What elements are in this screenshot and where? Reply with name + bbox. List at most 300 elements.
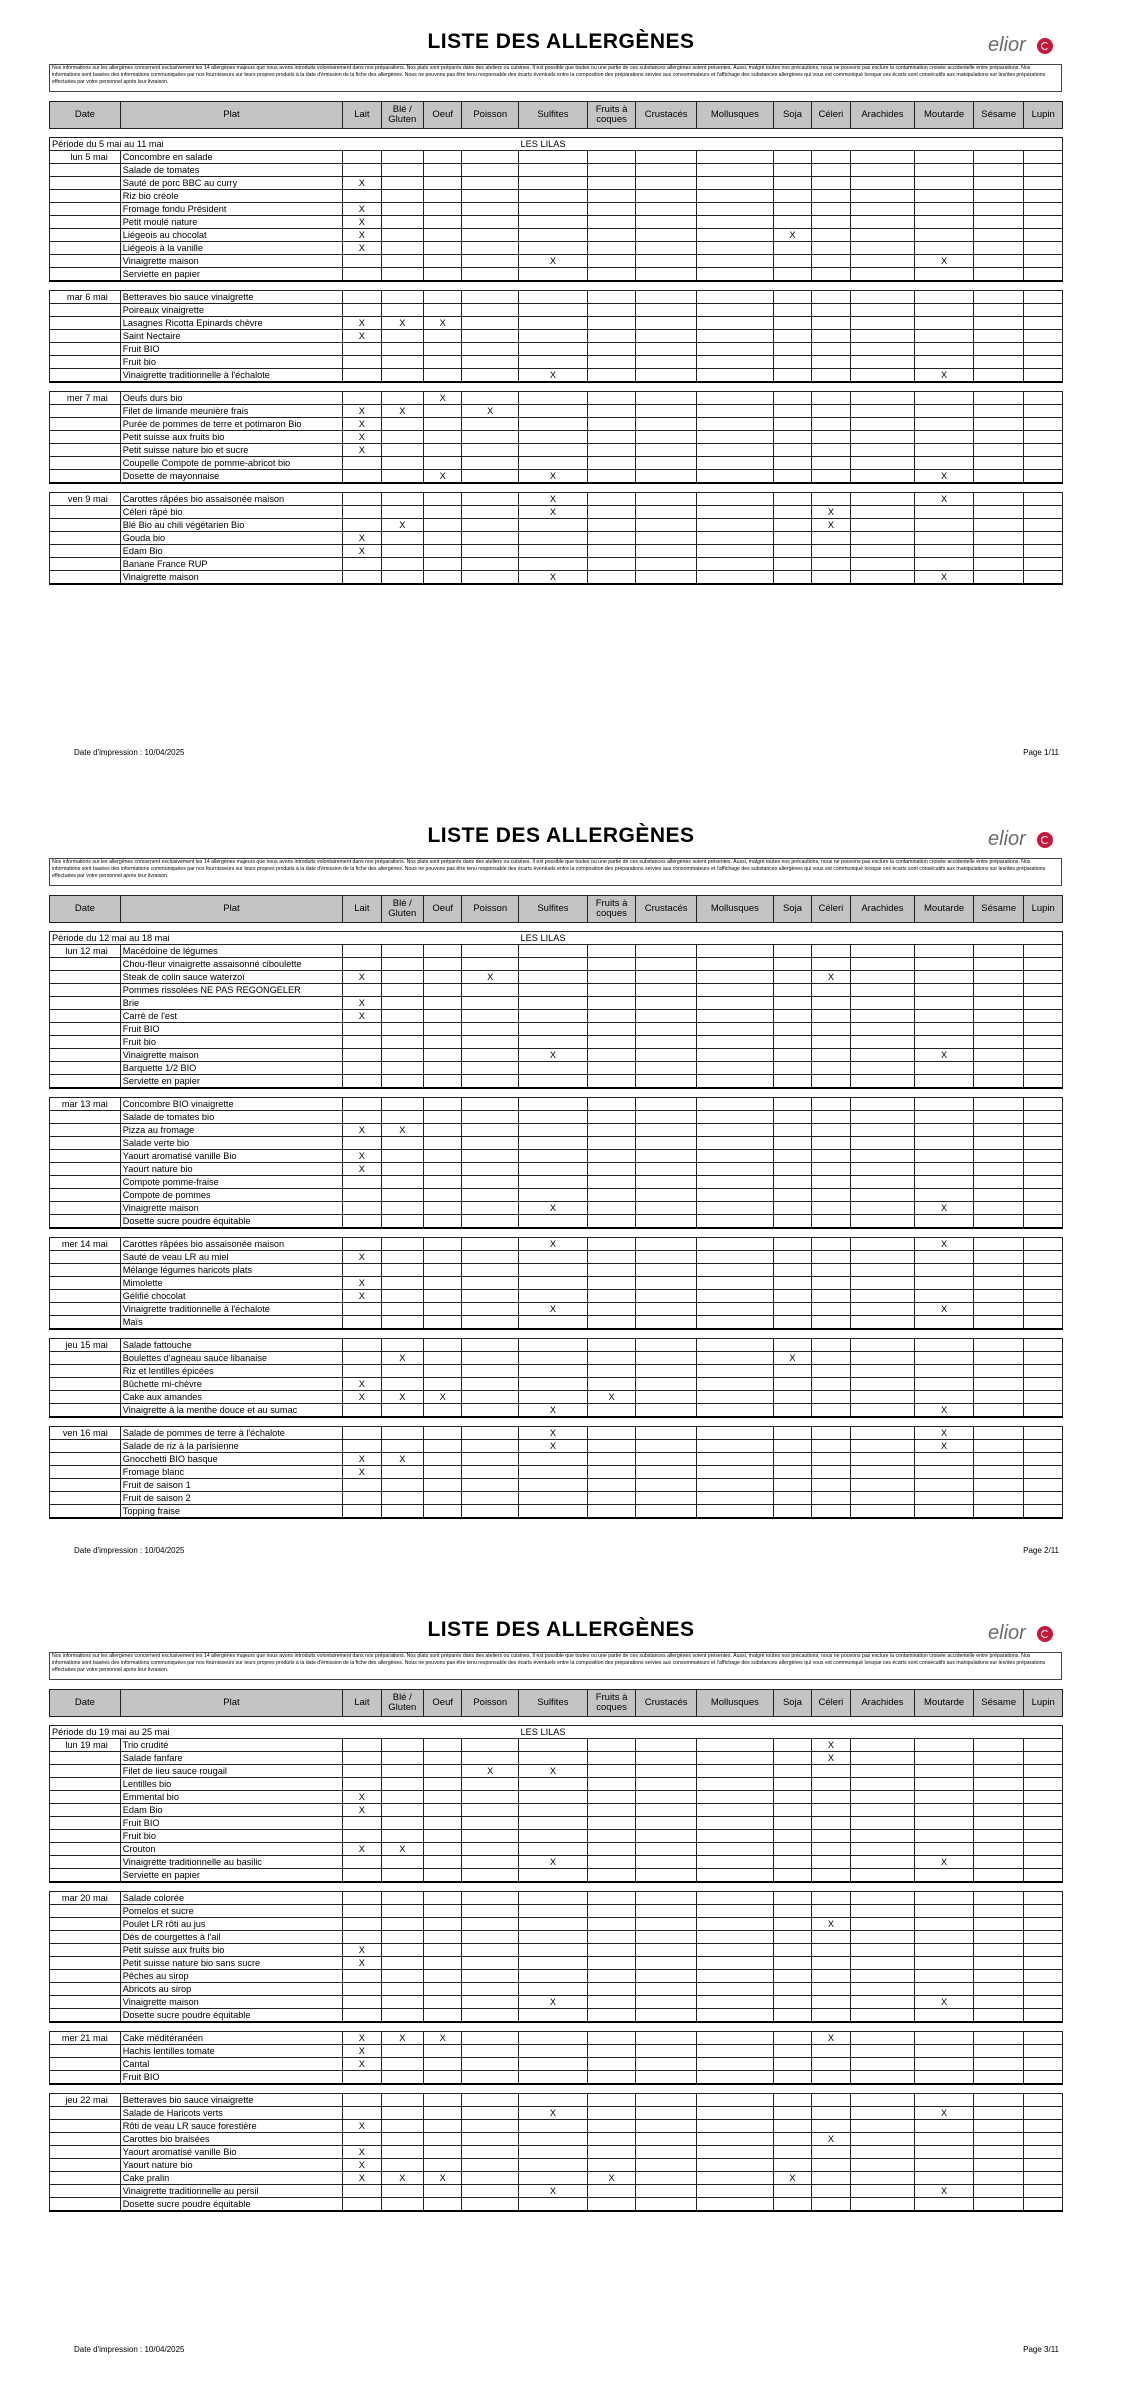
allergen-cell	[519, 444, 588, 457]
allergen-cell	[773, 1189, 811, 1202]
allergen-cell	[587, 1905, 636, 1918]
allergen-cell	[636, 558, 697, 571]
allergen-cell	[587, 242, 636, 255]
allergen-cell	[812, 1049, 850, 1062]
allergen-cell	[424, 1791, 462, 1804]
allergen-cell	[462, 532, 519, 545]
day-date-empty	[50, 1137, 121, 1150]
table-row	[50, 2009, 1063, 2023]
allergen-cell	[519, 1830, 588, 1843]
allergen-cell	[587, 971, 636, 984]
allergen-cell	[424, 1238, 462, 1251]
allergen-cell	[519, 1869, 588, 1883]
allergen-cell	[519, 268, 588, 282]
allergen-cell: X	[343, 2159, 381, 2172]
allergen-cell	[424, 1918, 462, 1931]
table-row	[50, 571, 1063, 585]
allergen-cell	[424, 1817, 462, 1830]
allergen-cell	[696, 1111, 773, 1124]
allergen-cell	[812, 1098, 850, 1111]
table-row	[50, 958, 1063, 971]
allergen-cell: X	[343, 1957, 381, 1970]
table-row	[50, 177, 1063, 190]
allergen-cell	[462, 1098, 519, 1111]
allergen-cell	[973, 1023, 1024, 1036]
table-row	[50, 2058, 1063, 2071]
allergen-cell	[1024, 1215, 1063, 1229]
allergen-cell	[850, 558, 915, 571]
allergen-cell	[519, 1479, 588, 1492]
allergen-cell	[973, 444, 1024, 457]
allergen-cell	[587, 1996, 636, 2009]
table-row	[50, 470, 1063, 484]
allergen-cell	[812, 405, 850, 418]
day-date-empty	[50, 1176, 121, 1189]
allergen-cell	[915, 945, 974, 958]
allergen-cell	[696, 268, 773, 282]
allergen-cell	[462, 519, 519, 532]
allergen-cell	[973, 1365, 1024, 1378]
allergen-cell	[462, 317, 519, 330]
allergen-cell	[850, 177, 915, 190]
allergen-cell	[973, 177, 1024, 190]
allergen-cell	[973, 1453, 1024, 1466]
day-date: mer 21 mai	[50, 2032, 121, 2045]
allergen-cell	[915, 216, 974, 229]
allergen-cell: X	[915, 1238, 974, 1251]
allergen-cell	[519, 1137, 588, 1150]
allergen-cell	[850, 2133, 915, 2146]
allergen-cell: X	[343, 545, 381, 558]
allergen-cell	[587, 984, 636, 997]
allergen-cell	[973, 203, 1024, 216]
allergen-cell	[381, 1944, 423, 1957]
allergen-cell	[462, 392, 519, 405]
day-date-empty	[50, 1365, 121, 1378]
allergen-cell	[1024, 343, 1063, 356]
allergen-cell	[587, 216, 636, 229]
allergen-cell	[424, 971, 462, 984]
allergen-cell	[915, 229, 974, 242]
allergen-cell	[343, 571, 381, 585]
table-row	[50, 971, 1063, 984]
allergen-cell	[773, 1251, 811, 1264]
allergen-cell	[462, 151, 519, 164]
allergen-cell	[812, 330, 850, 343]
day-date-empty	[50, 268, 121, 282]
allergen-cell	[381, 2107, 423, 2120]
allergen-cell	[915, 317, 974, 330]
allergen-cell	[636, 229, 697, 242]
allergen-cell	[1024, 493, 1063, 506]
allergen-cell	[973, 1778, 1024, 1791]
allergen-cell: X	[519, 255, 588, 268]
day-date-empty	[50, 2120, 121, 2133]
allergen-cell	[587, 1892, 636, 1905]
allergen-cell	[812, 1892, 850, 1905]
allergen-cell	[973, 470, 1024, 484]
allergen-cell	[850, 984, 915, 997]
allergen-cell	[812, 457, 850, 470]
allergen-cell	[915, 2146, 974, 2159]
allergen-cell	[343, 558, 381, 571]
allergen-cell	[587, 1466, 636, 1479]
allergen-cell	[636, 1492, 697, 1505]
allergen-cell: X	[381, 1391, 423, 1404]
allergen-cell: X	[812, 2032, 850, 2045]
column-header: Mollusques	[696, 896, 773, 923]
allergen-cell	[424, 457, 462, 470]
allergen-cell	[812, 1427, 850, 1440]
day-date-empty	[50, 431, 121, 444]
allergen-cell	[462, 1996, 519, 2009]
allergen-cell	[424, 255, 462, 268]
allergen-cell	[915, 444, 974, 457]
dish-name: Salade verte bio	[120, 1137, 342, 1150]
table-row	[50, 1036, 1063, 1049]
allergen-cell	[519, 1892, 588, 1905]
day-date-empty	[50, 444, 121, 457]
allergen-cell	[773, 1440, 811, 1453]
allergen-cell	[424, 532, 462, 545]
day-date-empty	[50, 1453, 121, 1466]
allergen-cell	[850, 1970, 915, 1983]
dish-name: Filet de lieu sauce rougail	[120, 1765, 342, 1778]
allergen-cell	[850, 1290, 915, 1303]
allergen-cell	[587, 1856, 636, 1869]
allergen-cell: X	[915, 1427, 974, 1440]
allergen-cell	[424, 1264, 462, 1277]
allergen-cell	[812, 216, 850, 229]
spacer-row	[50, 1882, 1063, 1892]
allergen-cell	[812, 1365, 850, 1378]
allergen-cell	[462, 493, 519, 506]
page-number: Page 2/11	[1023, 1546, 1059, 1555]
elior-logo: elior	[988, 1622, 1026, 1644]
allergen-cell	[1024, 1111, 1063, 1124]
allergen-cell: X	[773, 2172, 811, 2185]
dish-name: Saint Nectaire	[120, 330, 342, 343]
allergen-cell	[381, 1150, 423, 1163]
allergen-cell	[636, 971, 697, 984]
dish-name: Fruit BIO	[120, 2071, 342, 2085]
allergen-cell	[850, 1752, 915, 1765]
allergen-cell	[973, 1983, 1024, 1996]
allergen-cell	[973, 1957, 1024, 1970]
allergen-cell	[915, 1365, 974, 1378]
allergen-cell	[587, 2198, 636, 2212]
allergen-cell	[973, 369, 1024, 383]
allergen-cell	[343, 506, 381, 519]
allergen-cell	[519, 392, 588, 405]
table-row	[50, 1215, 1063, 1229]
column-header: Poisson	[462, 102, 519, 129]
allergen-cell	[519, 1492, 588, 1505]
allergen-cell	[636, 1264, 697, 1277]
allergen-cell	[850, 268, 915, 282]
dish-name: Cantal	[120, 2058, 342, 2071]
allergen-cell	[462, 1251, 519, 1264]
table-row	[50, 1931, 1063, 1944]
allergen-cell	[773, 571, 811, 585]
allergen-cell	[773, 177, 811, 190]
allergen-cell	[973, 1427, 1024, 1440]
allergen-cell	[636, 2172, 697, 2185]
allergen-cell	[424, 356, 462, 369]
allergen-cell	[812, 1817, 850, 1830]
allergen-cell	[973, 330, 1024, 343]
dish-name: Compote pomme-fraise	[120, 1176, 342, 1189]
disclaimer-note: Nos informations sur les allergènes concernent exclusivement les 14 allergènes majeurs que nous avons introduits volontairement dans nos préparations. Nos plats sont préparés dans des ateliers ou cuisines. Il est possible que toutes ou une partie de ces substances allergènes soient présentes. Aussi, malgré toutes nos précautions, nous ne pouvons pas exclure la contamination croisée accidentelle entre préparations. Nos informations sont basées des informations communiquées par nos fournisseurs sur leurs propres produits à la date d'émission de la fiche des allergènes. Nous ne pouvons pas être tenu responsable des écarts éventuels entre la composition des préparations servies aux consommateurs et l'affichage des substances allergènes qui vous est communiqué lorsque ces écarts sont consécutifs aux manipulations sur les/des préparations effectuées par votre personnel après leur livraison.	[49, 1652, 1062, 1680]
allergen-cell	[587, 1918, 636, 1931]
allergen-cell	[519, 519, 588, 532]
allergen-cell	[636, 1905, 697, 1918]
allergen-cell: X	[915, 1856, 974, 1869]
allergen-cell	[773, 1163, 811, 1176]
allergen-cell	[636, 1137, 697, 1150]
allergen-cell	[462, 2032, 519, 2045]
allergen-cell	[343, 1931, 381, 1944]
allergen-cell	[773, 405, 811, 418]
allergen-cell	[696, 392, 773, 405]
allergen-cell	[915, 1010, 974, 1023]
allergen-cell	[519, 1944, 588, 1957]
allergen-cell	[636, 151, 697, 164]
allergen-cell: X	[915, 1440, 974, 1453]
dish-name: Salade de riz à la parisienne	[120, 1440, 342, 1453]
allergen-cell	[773, 356, 811, 369]
allergen-cell	[343, 1404, 381, 1418]
allergen-cell	[973, 1176, 1024, 1189]
dish-name: Riz et lentilles épicées	[120, 1365, 342, 1378]
allergen-cell	[519, 1264, 588, 1277]
page-number: Page 3/11	[1023, 2345, 1059, 2354]
spacer-row	[50, 382, 1063, 392]
allergen-cell	[696, 1036, 773, 1049]
allergen-cell	[773, 255, 811, 268]
allergen-cell	[1024, 1036, 1063, 1049]
allergen-cell	[773, 2071, 811, 2085]
allergen-cell: X	[343, 405, 381, 418]
allergen-cell	[1024, 418, 1063, 431]
allergen-cell	[973, 268, 1024, 282]
allergen-cell	[696, 1339, 773, 1352]
allergen-cell: X	[343, 1290, 381, 1303]
allergen-cell	[696, 164, 773, 177]
allergen-cell	[1024, 1440, 1063, 1453]
day-date-empty	[50, 369, 121, 383]
allergen-cell	[850, 945, 915, 958]
day-date-empty	[50, 1983, 121, 1996]
allergen-cell	[462, 1189, 519, 1202]
allergen-cell	[850, 1176, 915, 1189]
allergen-cell	[462, 1075, 519, 1089]
table-row	[50, 1010, 1063, 1023]
allergen-cell	[915, 1316, 974, 1330]
allergen-cell	[973, 2159, 1024, 2172]
day-date: jeu 15 mai	[50, 1339, 121, 1352]
table-row	[50, 255, 1063, 268]
column-header: Crustacés	[636, 896, 697, 923]
day-date-empty	[50, 1505, 121, 1519]
day-date-empty	[50, 1492, 121, 1505]
table-row	[50, 984, 1063, 997]
allergen-cell	[812, 1277, 850, 1290]
allergen-cell	[587, 1202, 636, 1215]
table-row	[50, 1453, 1063, 1466]
allergen-cell	[343, 1352, 381, 1365]
allergen-cell	[587, 1124, 636, 1137]
allergen-cell	[424, 1505, 462, 1519]
allergen-cell	[915, 2120, 974, 2133]
dish-name: Cake pralin	[120, 2172, 342, 2185]
allergen-cell	[343, 1739, 381, 1752]
allergen-cell	[812, 1957, 850, 1970]
allergen-cell	[973, 1062, 1024, 1075]
allergen-cell	[973, 1466, 1024, 1479]
allergen-cell	[773, 1466, 811, 1479]
allergen-cell	[424, 1137, 462, 1150]
allergen-cell	[915, 1970, 974, 1983]
allergen-cell	[773, 164, 811, 177]
allergen-cell	[462, 203, 519, 216]
allergen-cell	[519, 984, 588, 997]
allergen-cell	[424, 431, 462, 444]
allergen-cell	[915, 1778, 974, 1791]
allergen-cell	[973, 1892, 1024, 1905]
allergen-cell	[812, 558, 850, 571]
allergen-cell	[696, 1391, 773, 1404]
day-date-empty	[50, 545, 121, 558]
allergen-cell	[696, 2032, 773, 2045]
allergen-cell	[696, 405, 773, 418]
dish-name: Fruit bio	[120, 356, 342, 369]
allergen-cell	[812, 1453, 850, 1466]
allergen-cell	[587, 1339, 636, 1352]
allergen-cell: X	[462, 1765, 519, 1778]
allergen-cell	[587, 405, 636, 418]
allergen-cell	[812, 1264, 850, 1277]
allergen-cell	[850, 343, 915, 356]
table-row	[50, 1856, 1063, 1869]
table-row	[50, 2159, 1063, 2172]
allergen-cell	[381, 1957, 423, 1970]
allergen-cell	[1024, 1150, 1063, 1163]
allergen-cell	[587, 1765, 636, 1778]
dish-name: Compote de pommes	[120, 1189, 342, 1202]
allergen-cell	[587, 164, 636, 177]
dish-name: Brie	[120, 997, 342, 1010]
logo-mark-icon	[1037, 832, 1053, 848]
table-row	[50, 418, 1063, 431]
allergen-cell	[1024, 1931, 1063, 1944]
allergen-cell	[1024, 1944, 1063, 1957]
allergen-cell	[973, 304, 1024, 317]
allergen-cell	[850, 1163, 915, 1176]
allergen-cell	[519, 1098, 588, 1111]
allergen-cell	[696, 1316, 773, 1330]
allergen-cell	[424, 1049, 462, 1062]
allergen-cell	[636, 1339, 697, 1352]
dish-name: Lasagnes Ricotta Epinards chèvre	[120, 317, 342, 330]
allergen-cell	[915, 1931, 974, 1944]
allergen-cell	[462, 1466, 519, 1479]
allergen-cell	[1024, 1049, 1063, 1062]
day-date-empty	[50, 1791, 121, 1804]
allergen-cell	[696, 356, 773, 369]
allergen-cell	[773, 997, 811, 1010]
allergen-cell: X	[519, 369, 588, 383]
allergen-cell	[587, 958, 636, 971]
dish-name: Barquette 1/2 BIO	[120, 1062, 342, 1075]
table-row	[50, 1023, 1063, 1036]
allergen-cell	[696, 2198, 773, 2212]
allergen-cell	[696, 1189, 773, 1202]
day-date: mer 7 mai	[50, 392, 121, 405]
allergen-cell	[381, 1492, 423, 1505]
dish-name: Boulettes d'agneau sauce libanaise	[120, 1352, 342, 1365]
dish-name: Dosette de mayonnaise	[120, 470, 342, 484]
day-date-empty	[50, 1752, 121, 1765]
allergen-cell: X	[519, 2107, 588, 2120]
allergen-cell	[850, 1277, 915, 1290]
allergen-cell: X	[519, 1238, 588, 1251]
day-date-empty	[50, 242, 121, 255]
period-label: Période du 12 mai au 18 mai	[50, 932, 519, 945]
allergen-cell	[462, 2107, 519, 2120]
allergen-cell: X	[343, 2120, 381, 2133]
allergen-cell	[343, 268, 381, 282]
day-date-empty	[50, 2107, 121, 2120]
allergen-cell	[696, 470, 773, 484]
allergen-cell	[636, 392, 697, 405]
allergen-cell	[587, 1176, 636, 1189]
allergen-cell	[343, 1505, 381, 1519]
allergen-cell	[812, 291, 850, 304]
allergen-cell	[915, 1804, 974, 1817]
allergen-cell	[773, 268, 811, 282]
allergen-cell	[850, 1303, 915, 1316]
allergen-cell	[850, 1189, 915, 1202]
allergen-cell	[915, 1918, 974, 1931]
allergen-cell	[381, 1215, 423, 1229]
allergen-cell	[915, 1176, 974, 1189]
allergen-cell	[696, 1957, 773, 1970]
allergen-cell	[381, 1036, 423, 1049]
day-date-empty	[50, 1804, 121, 1817]
allergen-cell	[973, 532, 1024, 545]
allergen-cell: X	[343, 1124, 381, 1137]
allergen-cell	[343, 1778, 381, 1791]
allergen-cell	[850, 1378, 915, 1391]
allergen-cell	[773, 558, 811, 571]
allergen-cell	[696, 1905, 773, 1918]
allergen-cell: X	[519, 1202, 588, 1215]
allergen-cell	[973, 2107, 1024, 2120]
day-date-empty	[50, 2159, 121, 2172]
allergen-cell	[773, 317, 811, 330]
allergen-cell	[915, 2032, 974, 2045]
allergen-cell	[343, 356, 381, 369]
allergen-cell	[812, 2185, 850, 2198]
dish-name: Petit suisse nature bio sans sucre	[120, 1957, 342, 1970]
allergen-cell	[915, 2071, 974, 2085]
allergen-cell	[696, 1098, 773, 1111]
allergen-cell	[1024, 164, 1063, 177]
allergen-cell	[424, 1176, 462, 1189]
allergen-cell	[519, 1189, 588, 1202]
day-date-empty	[50, 1251, 121, 1264]
